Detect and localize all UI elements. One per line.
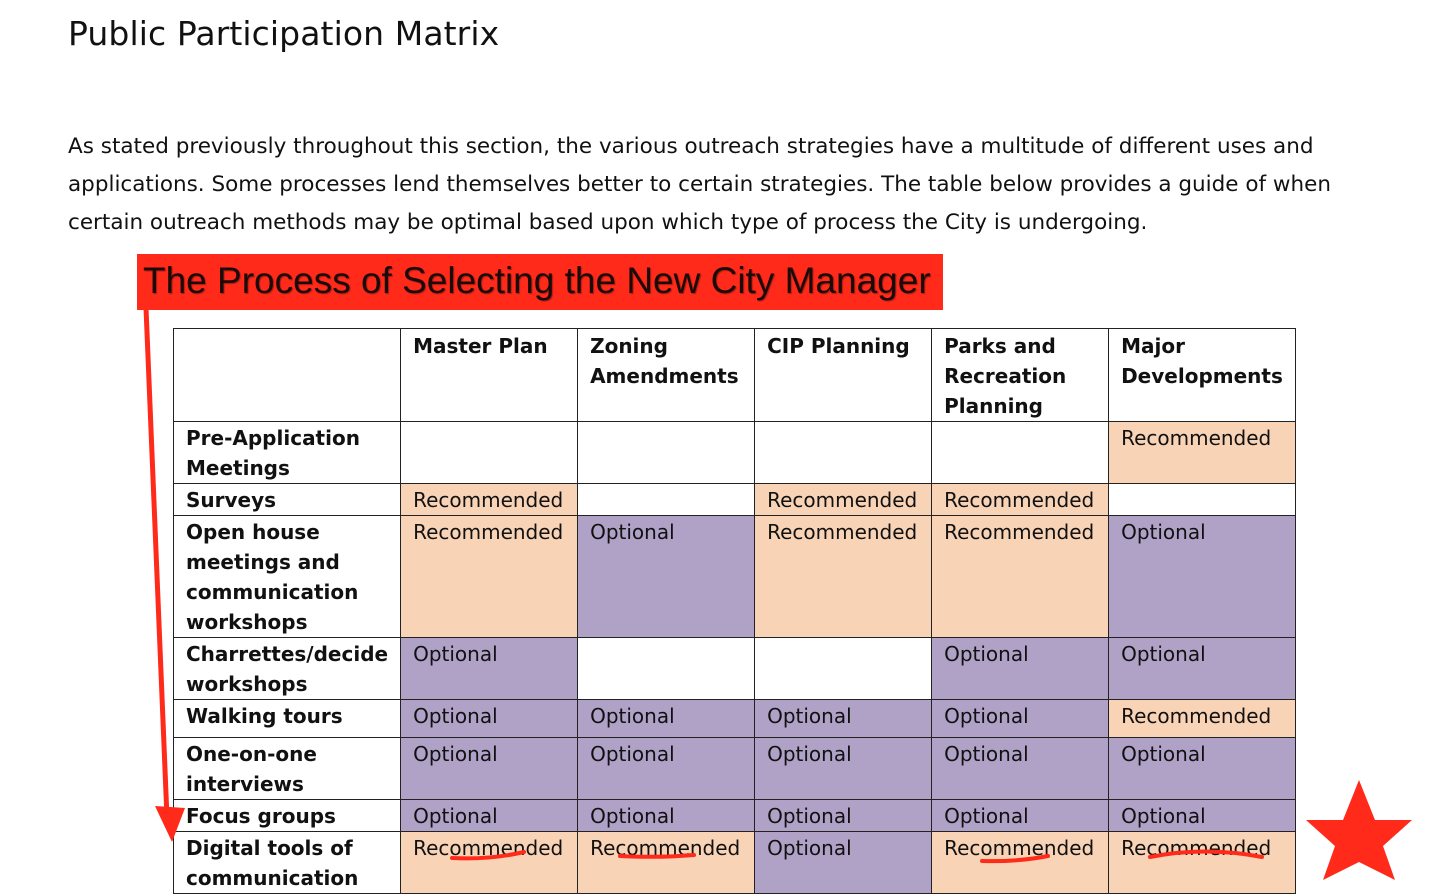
annotation-banner-text: The Process of Selecting the New City Manager <box>143 260 931 301</box>
table-cell <box>755 638 932 700</box>
table-cell <box>578 638 755 700</box>
table-cell: Optional <box>755 738 932 800</box>
table-cell: Optional <box>932 700 1109 738</box>
table-cell <box>401 422 578 484</box>
column-header-zoning-amendments: Zoning Amendments <box>578 329 755 422</box>
table-row <box>174 422 1296 484</box>
row-header: Focus groups <box>174 800 401 832</box>
annotation-banner <box>137 254 943 310</box>
table-cell: Optional <box>578 516 755 638</box>
table-cell: Recommended <box>932 516 1109 638</box>
table-cell: Recommended <box>401 516 578 638</box>
table-cell: Optional <box>401 738 578 800</box>
table-cell: Optional <box>578 800 755 832</box>
star-icon <box>1306 780 1412 880</box>
table-cell: Optional <box>932 638 1109 700</box>
row-header: Pre-Application Meetings <box>174 422 401 484</box>
table-cell <box>932 422 1109 484</box>
table-row <box>174 832 1296 894</box>
table-row <box>174 484 1296 516</box>
page-title: Public Participation Matrix <box>68 14 500 53</box>
table-cell: Optional <box>401 638 578 700</box>
table-cell <box>578 484 755 516</box>
table-corner-cell <box>174 329 401 422</box>
intro-paragraph <box>68 128 1408 242</box>
table-header-row <box>174 329 1296 422</box>
table-cell: Optional <box>578 738 755 800</box>
table-cell: Optional <box>1109 738 1296 800</box>
intro-line: certain outreach methods may be optimal based upon which type of process the City is undergoing. <box>68 210 1148 235</box>
table-cell <box>578 422 755 484</box>
table-cell: Recommended <box>578 832 755 894</box>
row-header: Charrettes/decide workshops <box>174 638 401 700</box>
table-cell: Recommended <box>1109 700 1296 738</box>
table-cell: Optional <box>401 800 578 832</box>
table-cell: Optional <box>755 800 932 832</box>
row-header: Open house meetings and communication workshops <box>174 516 401 638</box>
table-row <box>174 738 1296 800</box>
table-cell <box>755 422 932 484</box>
row-header: One-on-one interviews <box>174 738 401 800</box>
row-header: Digital tools of communication <box>174 832 401 894</box>
table-cell: Recommended <box>932 832 1109 894</box>
table-cell: Optional <box>755 832 932 894</box>
table-cell: Optional <box>1109 516 1296 638</box>
table-cell: Recommended <box>932 484 1109 516</box>
table-cell: Optional <box>1109 800 1296 832</box>
table-cell: Recommended <box>401 832 578 894</box>
table-cell <box>1109 484 1296 516</box>
row-header: Surveys <box>174 484 401 516</box>
column-header-parks-recreation: Parks and Recreation Planning <box>932 329 1109 422</box>
table-row <box>174 638 1296 700</box>
table-cell: Recommended <box>755 516 932 638</box>
table-cell: Recommended <box>755 484 932 516</box>
table-cell: Optional <box>755 700 932 738</box>
intro-line: As stated previously throughout this section, the various outreach strategies have a multitude of different uses and <box>68 134 1314 159</box>
column-header-cip-planning: CIP Planning <box>755 329 932 422</box>
column-header-major-developments: Major Developments <box>1109 329 1296 422</box>
table-cell: Optional <box>1109 638 1296 700</box>
column-header-master-plan: Master Plan <box>401 329 578 422</box>
table-cell: Optional <box>401 700 578 738</box>
table-cell: Recommended <box>1109 832 1296 894</box>
table-row <box>174 700 1296 738</box>
row-header: Walking tours <box>174 700 401 738</box>
table-cell: Optional <box>932 738 1109 800</box>
table-cell: Recommended <box>1109 422 1296 484</box>
table-cell: Recommended <box>401 484 578 516</box>
table-cell: Optional <box>932 800 1109 832</box>
participation-matrix-table <box>173 328 1296 894</box>
table-row <box>174 800 1296 832</box>
intro-line: applications. Some processes lend themselves better to certain strategies. The table below provides a guide of when <box>68 172 1331 197</box>
table-row <box>174 516 1296 638</box>
table-cell: Optional <box>578 700 755 738</box>
